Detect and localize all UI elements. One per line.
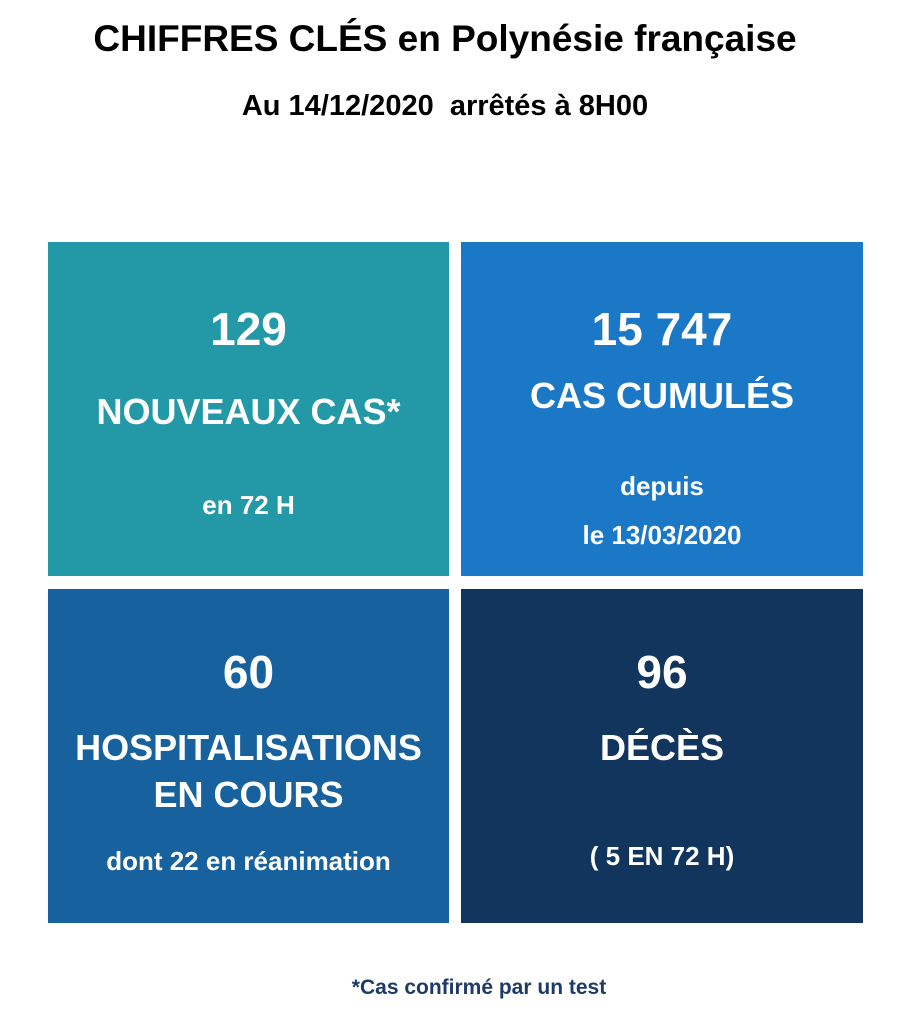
cumulative-cases-note-date: le 13/03/2020 [582, 520, 742, 550]
deaths-note: ( 5 EN 72 H) [589, 841, 735, 871]
deaths-value: 96 [636, 646, 688, 698]
hospitalized-label-line1: HOSPITALISATIONS [75, 727, 422, 768]
new-cases-value: 129 [210, 303, 287, 355]
page-subtitle: Au 14/12/2020 arrêtés à 8H00 [241, 90, 649, 122]
cumulative-cases-tile [461, 242, 863, 576]
deaths-tile [461, 589, 863, 923]
deaths-label: DÉCÈS [599, 727, 725, 768]
hospitalized-note: dont 22 en réanimation [106, 846, 391, 876]
new-cases-label: NOUVEAUX CAS* [96, 391, 401, 432]
page-title: CHIFFRES CLÉS en Polynésie française [93, 18, 797, 59]
cumulative-cases-value: 15 747 [591, 303, 733, 355]
hospitalized-label-line2: EN COURS [153, 774, 344, 815]
new-cases-note: en 72 H [202, 490, 295, 520]
new-cases-tile [48, 242, 449, 576]
hospitalized-tile [48, 589, 449, 923]
cumulative-cases-label: CAS CUMULÉS [529, 375, 794, 416]
hospitalized-value: 60 [222, 646, 275, 698]
footnote: *Cas confirmé par un test [351, 976, 607, 999]
cumulative-cases-note-since: depuis [620, 471, 704, 501]
